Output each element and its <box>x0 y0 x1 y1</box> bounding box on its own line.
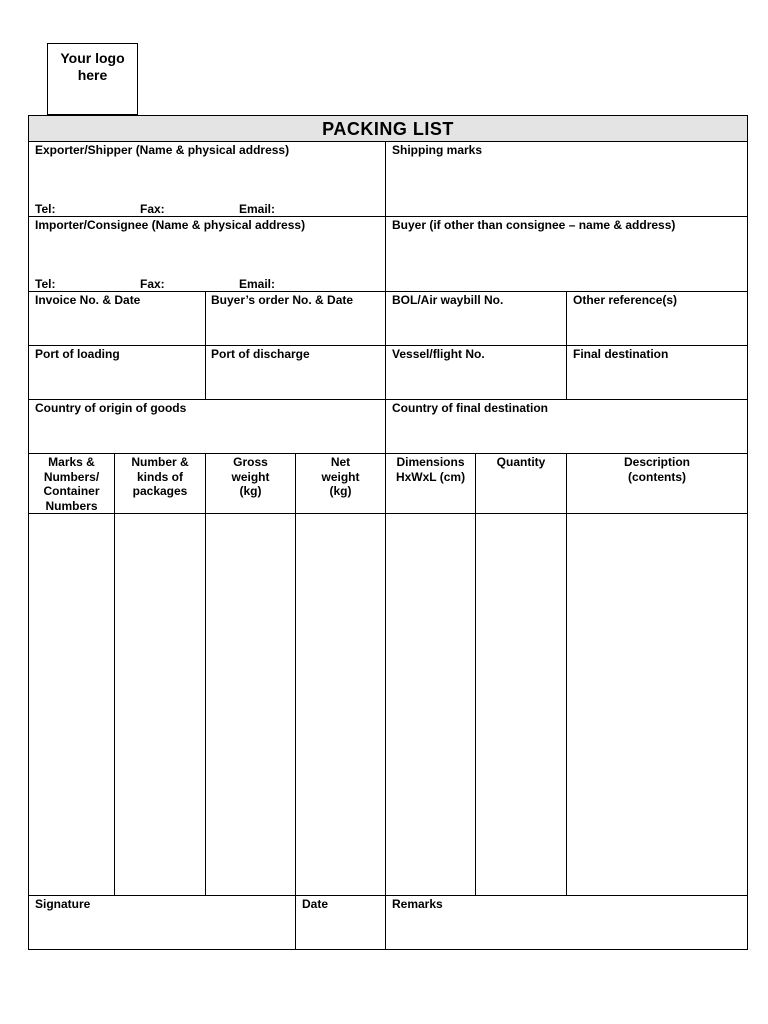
importer-tel-label: Tel: <box>35 277 56 291</box>
importer-label: Importer/Consignee (Name & physical address) <box>35 218 306 232</box>
importer-fax-label: Fax: <box>140 277 165 291</box>
column-header-dimensions: Dimensions HxWxL (cm) <box>395 455 466 484</box>
column-header-gross-weight: Gross weight (kg) <box>231 455 270 498</box>
invoice-label: Invoice No. & Date <box>35 293 141 307</box>
exporter-label: Exporter/Shipper (Name & physical address) <box>35 143 290 157</box>
buyers-order-label: Buyer’s order No. & Date <box>211 293 354 307</box>
date-label: Date <box>302 897 329 911</box>
bol-label: BOL/Air waybill No. <box>392 293 504 307</box>
exporter-fax-label: Fax: <box>140 202 165 216</box>
port-of-loading-label: Port of loading <box>35 347 120 361</box>
column-header-marks: Marks & Numbers/ Container Numbers <box>43 455 100 513</box>
final-destination-label: Final destination <box>573 347 669 361</box>
other-reference-label: Other reference(s) <box>573 293 678 307</box>
column-header-description: Description (contents) <box>623 455 690 484</box>
vessel-flight-label: Vessel/flight No. <box>392 347 485 361</box>
country-of-final-destination-label: Country of final destination <box>392 401 548 415</box>
column-header-quantity: Quantity <box>496 455 546 469</box>
shipping-marks-label: Shipping marks <box>392 143 483 157</box>
column-header-net-weight: Net weight (kg) <box>321 455 360 498</box>
buyer-label: Buyer (if other than consignee – name & address) <box>392 218 676 232</box>
exporter-tel-label: Tel: <box>35 202 56 216</box>
exporter-email-label: Email: <box>239 202 276 216</box>
column-header-packages: Number & kinds of packages <box>131 455 189 498</box>
country-of-origin-label: Country of origin of goods <box>35 401 187 415</box>
port-of-discharge-label: Port of discharge <box>211 347 310 361</box>
logo-placeholder <box>47 43 138 115</box>
page-title: PACKING LIST <box>28 115 748 142</box>
signature-label: Signature <box>35 897 91 911</box>
importer-email-label: Email: <box>239 277 276 291</box>
remarks-label: Remarks <box>392 897 443 911</box>
logo-text: Your logo here <box>60 50 125 83</box>
